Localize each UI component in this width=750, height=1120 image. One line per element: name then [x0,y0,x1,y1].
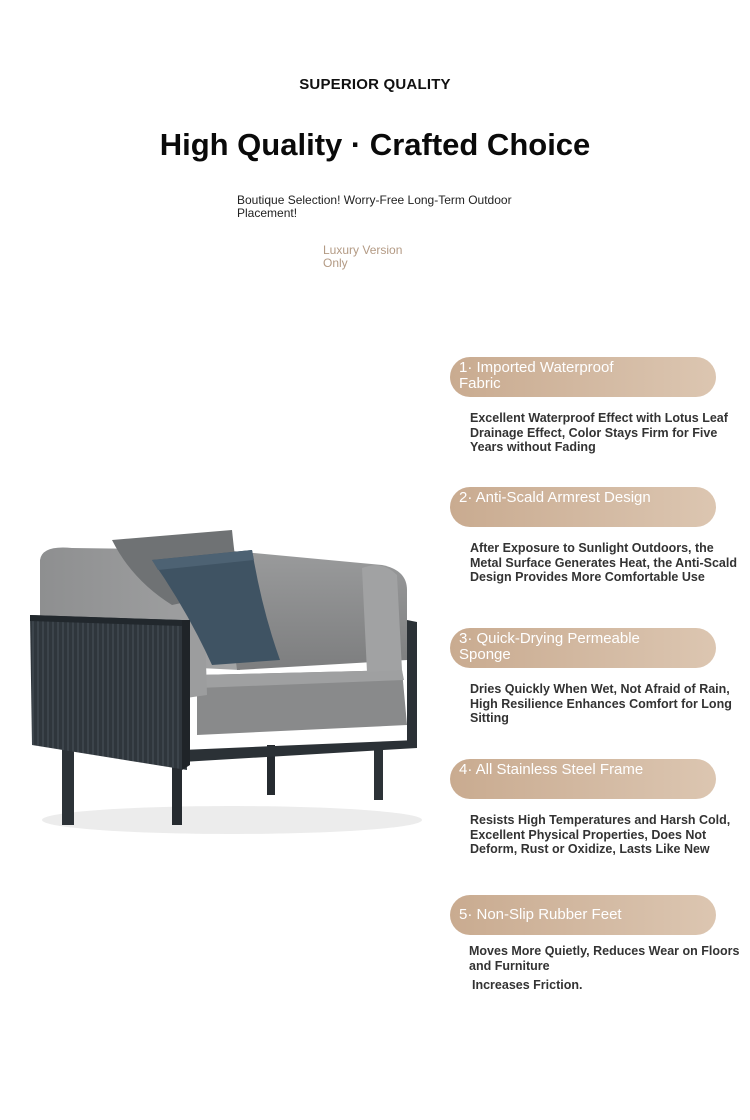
feature-title-pill [450,759,716,799]
feature-3 [450,628,745,726]
feature-title-pill [450,895,716,935]
feature-description: Resists High Temperatures and Harsh Cold, Excellent Physical Properties, Does Not Deform, Rust or Oxidize, Lasts Like New [470,813,731,856]
feature-title-pill [450,487,716,527]
feature-1 [450,357,745,455]
feature-title: 4· All Stainless Steel Frame [459,761,644,778]
feature-title: 3· Quick-Drying Permeable Sponge [459,630,640,663]
feature-title-pill [450,357,716,397]
feature-description-extra: Increases Friction. [472,978,583,992]
version-badge: Luxury Version Only [323,243,403,270]
sofa-image [22,520,432,840]
feature-description: Excellent Waterproof Effect with Lotus Leaf Drainage Effect, Color Stays Firm for Five Years without Fading [470,411,728,454]
feature-description: Moves More Quietly, Reduces Wear on Floors and Furniture [469,944,740,973]
feature-description: After Exposure to Sunlight Outdoors, the Metal Surface Generates Heat, the Anti-Scald Design Provides More Comfortable Use [470,541,737,584]
subtitle: Boutique Selection! Worry-Free Long-Term Outdoor Placement! [237,193,512,220]
feature-4 [450,759,745,857]
feature-description: Dries Quickly When Wet, Not Afraid of Rain, High Resilience Enhances Comfort for Long Sitting [470,682,732,725]
feature-2 [450,487,745,585]
feature-5 [450,895,745,993]
eyebrow-label: SUPERIOR QUALITY [299,76,451,93]
feature-title: 2· Anti-Scald Armrest Design [459,489,651,506]
feature-title: 5· Non-Slip Rubber Feet [459,906,622,923]
page-title: High Quality · Crafted Choice [159,127,591,162]
feature-title-pill [450,628,716,668]
feature-title: 1· Imported Waterproof Fabric [459,359,614,392]
